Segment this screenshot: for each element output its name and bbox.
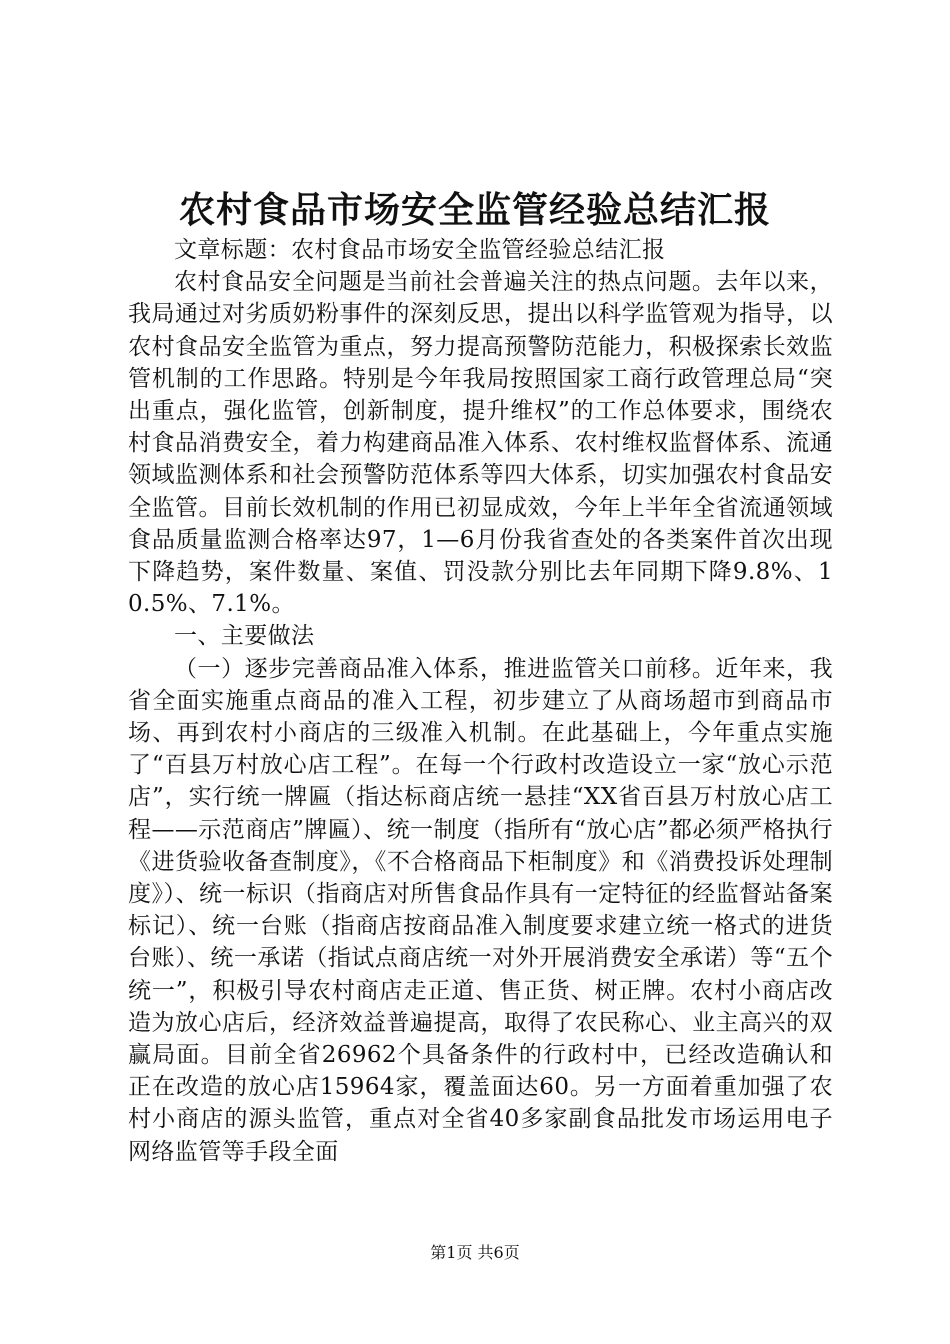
page-footer: 第1页 共6页 <box>430 1243 520 1262</box>
section-paragraph: （一）逐步完善商品准入体系，推进监管关口前移。近年来，我省全面实施重点商品的准入工程，初步建立了从商场超市到商品市场、再到农村小商店的三级准入机制。在此基础上，今年重点实施了“百县万村放心店工程”。在每一个行政村改造设立一家“放心示范店”，实行统一牌匾（指达标商店统一悬挂“XX省百县万村放心店工程——示范商店”牌匾）、统一制度（指所有“放心店”都必须严格执行《进货验收备查制度》，《不合格商品下柜制度》和《消费投诉处理制度》）、统一标识（指商店对所售食品作具有一定特征的经监督站备案标记）、统一台账（指商店按商品准入制度要求建立统一格式的进货台账）、统一承诺（指试点商店统一对外开展消费安全承诺）等“五个统一”，积极引导农村商店走正道、售正货、树正牌。农村小商店改造为放心店后，经济效益普遍提高，取得了农民称心、业主高兴的双赢局面。目前全省26962个具备条件的行政村中，已经改造确认和正在改造的放心店15964家，覆盖面达60。另一方面着重加强了农村小商店的源头监管，重点对全省40多家副食品批发市场运用电子网络监管等手段全面 <box>128 655 833 1165</box>
article-title-line: 文章标题：农村食品市场安全监管经验总结汇报 <box>174 237 666 263</box>
document-body <box>128 234 833 1168</box>
section-heading: 一、主要做法 <box>174 623 315 650</box>
intro-paragraph: 农村食品安全问题是当前社会普遍关注的热点问题。去年以来，我局通过对劣质奶粉事件的深刻反思，提出以科学监管观为指导，以农村食品安全监管为重点，努力提高预警防范能力，积极探索长效监管机制的工作思路。特别是今年我局按照国家工商行政管理总局“突出重点，强化监管，创新制度，提升维权”的工作总体要求，围绕农村食品消费安全，着力构建商品准入体系、农村维权监督体系、流通领域监测体系和社会预警防范体系等四大体系，切实加强农村食品安全监管。目前长效机制的作用已初显成效，今年上半年全省流通领域食品质量监测合格率达97，1—6月份我省查处的各类案件首次出现下降趋势，案件数量、案值、罚没款分别比去年同期下降9.8%、10.5%、7.1%。 <box>128 269 833 618</box>
document-title: 农村食品市场安全监管经验总结汇报 <box>178 189 771 231</box>
